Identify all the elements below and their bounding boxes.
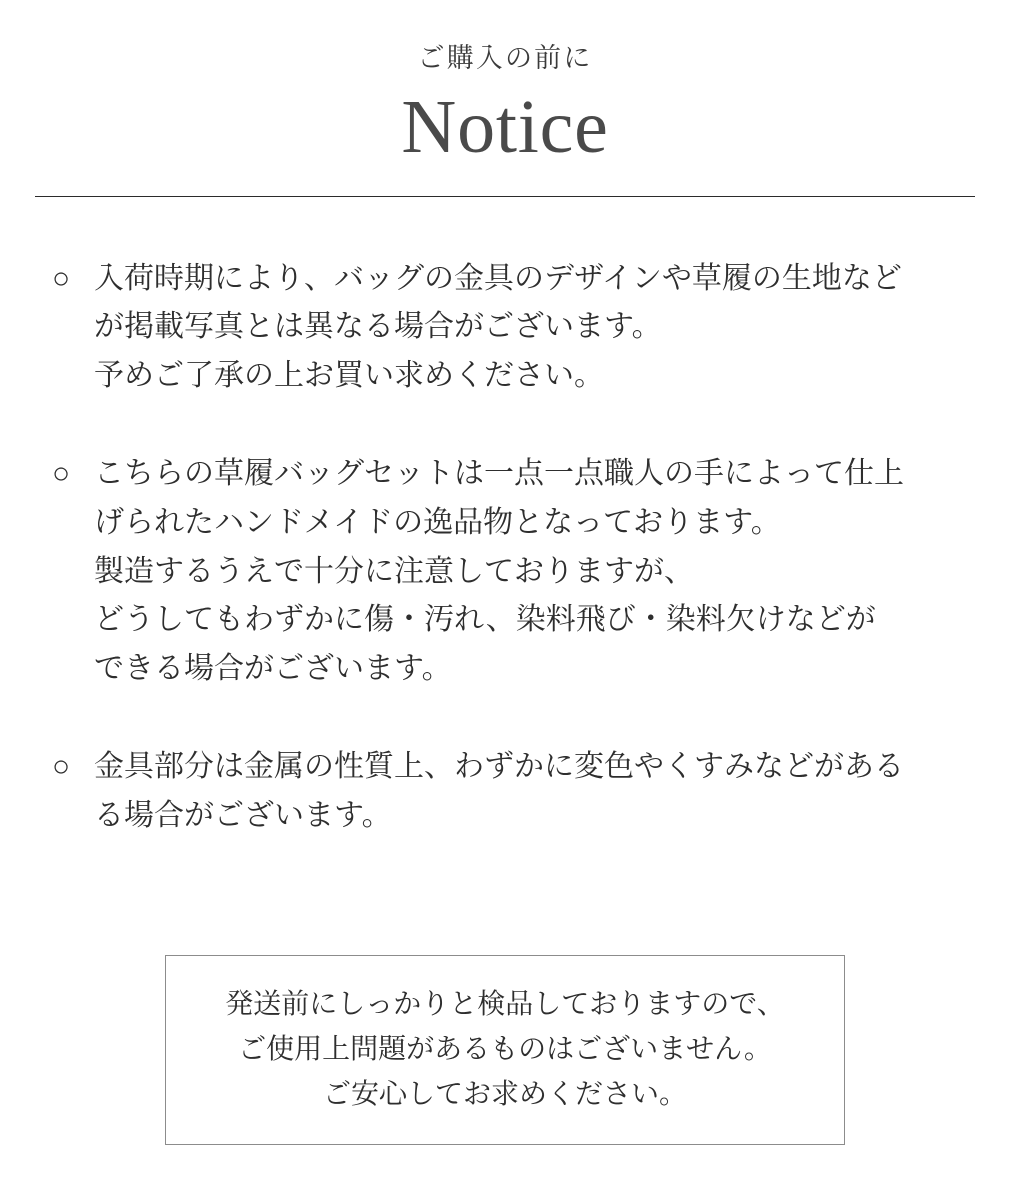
notice-line: げられたハンドメイドの逸品物となっております。 [94,505,781,539]
notice-line: が掲載写真とは異なる場合がございます。 [94,310,662,344]
notice-line: できる場合がございます。 [94,651,452,685]
bullet-icon: ○ [52,457,71,491]
header-eyebrow: ご購入の前に [417,43,593,73]
notice-line [52,450,958,499]
note-line: ご安心してお求めください。 [322,1077,687,1109]
bullet-icon: ○ [52,261,71,295]
note-line: ご使用上問題があるものはございません。 [238,1032,772,1064]
notice-line-text: こちらの草履バッグセットは一点一点職人の手によって仕上 [94,457,904,491]
page-title: Notice [401,84,609,169]
bullet-icon: ○ [52,750,71,784]
notice-line-text: 金具部分は金属の性質上、わずかに変色やくすみなどがある [94,750,904,784]
notice-line: 製造するうえで十分に注意しておりますが、 [94,554,694,588]
list-item [52,743,958,840]
notice-list [0,255,1010,841]
notice-line [52,743,958,792]
note-line: 発送前にしっかりと検品しておりますので、 [225,988,785,1019]
page-header [0,0,1010,168]
notice-line-text: 入荷時期により、バッグの金具のデザインや草履の生地など [94,261,902,295]
notice-line [52,255,958,304]
notice-line: どうしてもわずかに傷・汚れ、染料飛び・染料欠けなどが [94,603,876,637]
list-item [52,255,958,401]
notice-line: 予めご了承の上お買い求めください。 [94,358,604,392]
notice-line: る場合がございます。 [94,798,392,832]
list-item [52,450,958,693]
assurance-note-box [165,955,845,1145]
header-divider [35,196,975,197]
